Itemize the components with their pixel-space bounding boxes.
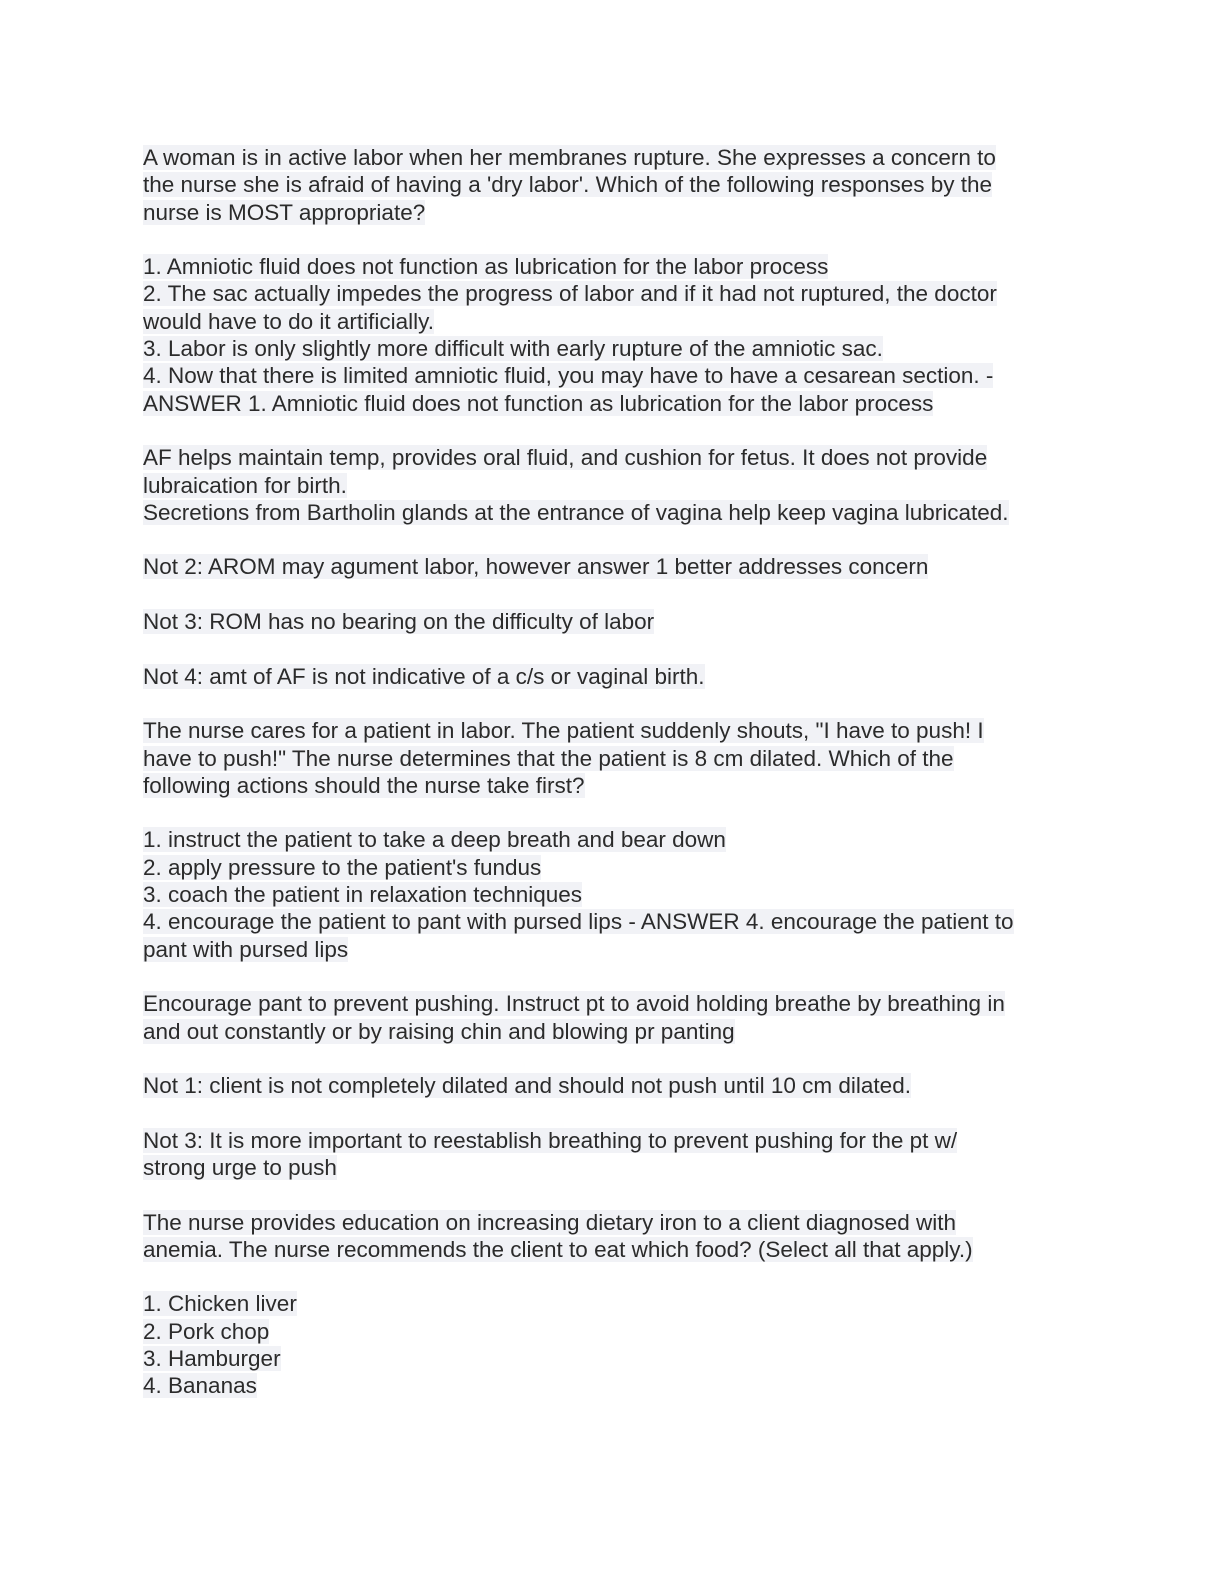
text-line <box>143 717 1073 744</box>
text-line <box>143 1345 1073 1372</box>
text-block <box>143 253 1073 417</box>
text-block <box>143 144 1073 226</box>
text-line-content: The nurse provides education on increasing dietary iron to a client diagnosed with <box>143 1209 956 1235</box>
text-line <box>143 908 1073 935</box>
text-line <box>143 772 1073 799</box>
text-line-content: A woman is in active labor when her membranes rupture. She expresses a concern to <box>143 145 996 170</box>
text-line-content: The nurse cares for a patient in labor. The patient suddenly shouts, "I have to push! I <box>143 718 984 744</box>
text-block <box>143 1290 1073 1399</box>
text-line <box>143 308 1073 335</box>
text-line-content: following actions should the nurse take first? <box>143 772 585 798</box>
text-line-content: ANSWER 1. Amniotic fluid does not function as lubrication for the labor process <box>143 390 934 416</box>
text-line <box>143 472 1073 499</box>
text-line-content: 2. Pork chop <box>143 1318 270 1344</box>
text-block <box>143 663 1073 690</box>
text-line <box>143 1209 1073 1236</box>
text-line-content: Secretions from Bartholin glands at the entrance of vagina help keep vagina lubricated. <box>143 499 1009 525</box>
text-line <box>143 553 1073 580</box>
text-line <box>143 1072 1073 1099</box>
text-line <box>143 171 1073 198</box>
text-block <box>143 1127 1073 1182</box>
text-line <box>143 608 1073 635</box>
text-block <box>143 444 1073 526</box>
text-line-content: 4. Bananas <box>143 1373 257 1399</box>
text-block <box>143 1209 1073 1264</box>
text-line <box>143 362 1073 389</box>
text-line-content: anemia. The nurse recommends the client to eat which food? (Select all that apply.) <box>143 1236 973 1262</box>
text-line <box>143 444 1073 471</box>
text-line-content: have to push!" The nurse determines that the patient is 8 cm dilated. Which of the <box>143 745 954 771</box>
text-line <box>143 1127 1073 1154</box>
text-line <box>143 499 1073 526</box>
text-line-content: 2. apply pressure to the patient's fundus <box>143 854 542 880</box>
text-line <box>143 990 1073 1017</box>
text-line-content: Encourage pant to prevent pushing. Instruct pt to avoid holding breathe by breathing in <box>143 991 1005 1017</box>
text-line <box>143 1318 1073 1345</box>
text-line-content: 3. coach the patient in relaxation techniques <box>143 882 583 908</box>
text-line-content: pant with pursed lips <box>143 936 349 962</box>
text-line <box>143 1372 1073 1399</box>
text-line-content: Not 2: AROM may agument labor, however answer 1 better addresses concern <box>143 554 929 580</box>
text-block <box>143 826 1073 962</box>
text-block <box>143 990 1073 1045</box>
text-line-content: Not 3: It is more important to reestablish breathing to prevent pushing for the pt w/ <box>143 1127 958 1153</box>
text-line <box>143 144 1073 171</box>
text-line-content: AF helps maintain temp, provides oral fluid, and cushion for fetus. It does not provide <box>143 445 988 471</box>
text-line-content: and out constantly or by raising chin and blowing pr panting <box>143 1018 735 1044</box>
text-line-content: nurse is MOST appropriate? <box>143 199 426 225</box>
text-line <box>143 854 1073 881</box>
text-line-content: lubraication for birth. <box>143 472 347 498</box>
text-block <box>143 717 1073 799</box>
document-body <box>143 144 1073 1427</box>
text-line-content: 3. Labor is only slightly more difficult with early rupture of the amniotic sac. <box>143 336 883 362</box>
text-line-content: 1. Chicken liver <box>143 1291 297 1317</box>
text-line <box>143 826 1073 853</box>
text-line-content: Not 3: ROM has no bearing on the difficulty of labor <box>143 609 655 635</box>
text-line <box>143 253 1073 280</box>
text-line-content: the nurse she is afraid of having a 'dry labor'. Which of the following responses by the <box>143 172 993 198</box>
text-line <box>143 936 1073 963</box>
text-block <box>143 553 1073 580</box>
text-line-content: 1. instruct the patient to take a deep breath and bear down <box>143 827 726 853</box>
text-line-content: Not 1: client is not completely dilated and should not push until 10 cm dilated. <box>143 1073 911 1099</box>
text-line <box>143 1290 1073 1317</box>
text-line <box>143 1018 1073 1045</box>
text-line <box>143 280 1073 307</box>
text-line-content: Not 4: amt of AF is not indicative of a c/s or vaginal birth. <box>143 663 705 689</box>
text-line <box>143 663 1073 690</box>
text-block <box>143 1072 1073 1099</box>
text-line-content: 3. Hamburger <box>143 1346 281 1372</box>
text-line-content: strong urge to push <box>143 1154 337 1180</box>
text-line <box>143 1236 1073 1263</box>
text-line-content: would have to do it artificially. <box>143 308 434 334</box>
text-line <box>143 1154 1073 1181</box>
text-line <box>143 745 1073 772</box>
text-line-content: 4. encourage the patient to pant with pursed lips - ANSWER 4. encourage the patient to <box>143 909 1014 935</box>
text-block <box>143 608 1073 635</box>
text-line <box>143 335 1073 362</box>
text-line <box>143 199 1073 226</box>
text-line-content: 2. The sac actually impedes the progress of labor and if it had not ruptured, the doctor <box>143 281 997 307</box>
text-line <box>143 390 1073 417</box>
text-line <box>143 881 1073 908</box>
text-line-content: 1. Amniotic fluid does not function as lubrication for the labor process <box>143 254 829 280</box>
text-line-content: 4. Now that there is limited amniotic fluid, you may have to have a cesarean section. - <box>143 363 994 389</box>
